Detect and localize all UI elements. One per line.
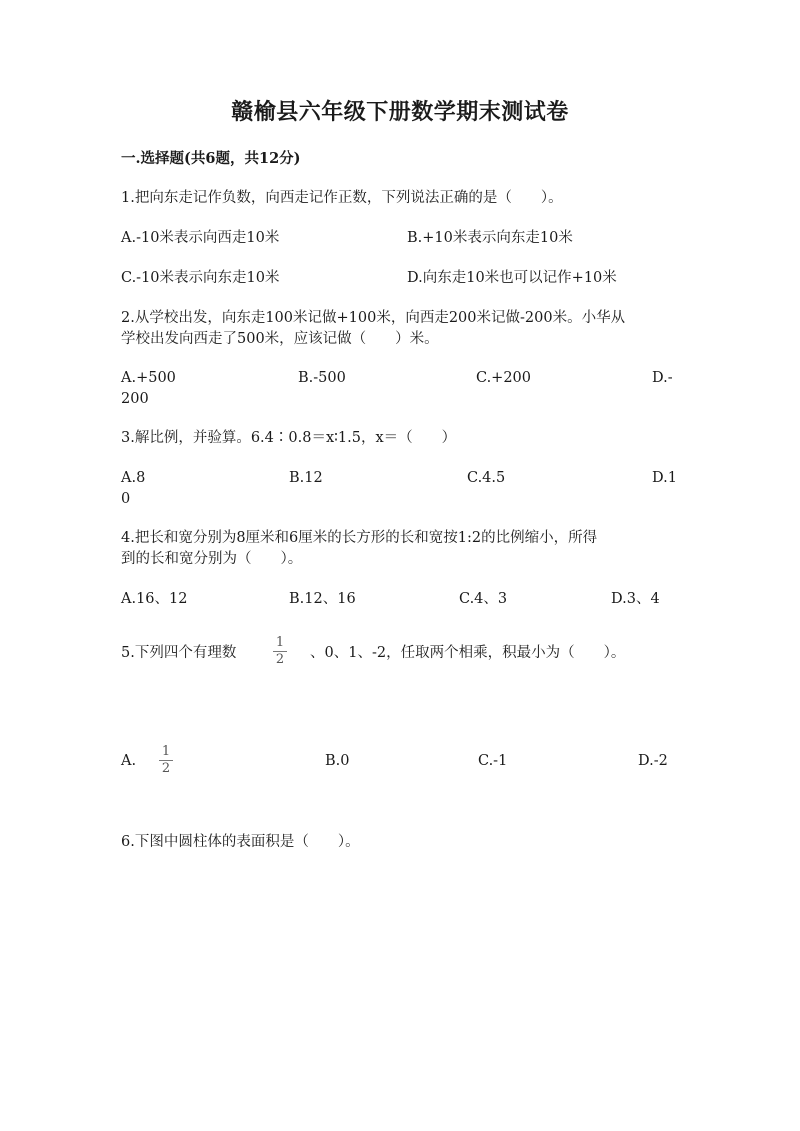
question-5-stem-suffix: 、0、1、-2，任取两个相乘，积最小为（ ）。 <box>310 645 626 661</box>
question-5-option-a-fraction <box>158 745 174 776</box>
question-5-option-c[interactable]: C.-1 <box>478 753 508 769</box>
question-1-option-b[interactable]: B.+10米表示向东走10米 <box>407 230 573 246</box>
question-2-stem-line1: 2.从学校出发，向东走100米记做+100米，向西走200米记做-200米。小华从 <box>121 310 626 326</box>
question-3-option-d-line1[interactable]: D.1 <box>652 470 677 486</box>
question-3-option-d-line2[interactable]: 0 <box>121 491 131 507</box>
question-3-stem: 3.解比例，并验算。6.4∶0.8＝x∶1.5，x＝（ ） <box>121 430 457 446</box>
question-2-option-a[interactable]: A.+500 <box>121 370 176 386</box>
question-4-option-b[interactable]: B.12、16 <box>289 591 356 607</box>
question-1-option-d[interactable]: D.向东走10米也可以记作+10米 <box>407 270 617 286</box>
question-5-option-b[interactable]: B.0 <box>325 753 350 769</box>
question-5-option-d[interactable]: D.-2 <box>638 753 668 769</box>
question-4-option-c[interactable]: C.4、3 <box>459 591 508 607</box>
question-5-stem-prefix: 5.下列四个有理数 <box>121 645 237 661</box>
question-1-option-a[interactable]: A.-10米表示向西走10米 <box>121 230 280 246</box>
question-1-option-c[interactable]: C.-10米表示向东走10米 <box>121 270 280 286</box>
question-4-stem-line2: 到的长和宽分别为（ ）。 <box>121 551 303 567</box>
question-1-stem: 1.把向东走记作负数，向西走记作正数，下列说法正确的是（ ）。 <box>121 190 563 206</box>
question-5-fraction <box>272 636 288 667</box>
fraction-numerator: 1 <box>161 744 171 759</box>
page-title: 赣榆县六年级下册数学期末测试卷 <box>231 99 569 125</box>
fraction-numerator: 1 <box>275 635 285 650</box>
question-4-stem-line1: 4.把长和宽分别为8厘米和6厘米的长方形的长和宽按1:2的比例缩小，所得 <box>121 530 598 546</box>
question-4-option-d[interactable]: D.3、4 <box>611 591 660 607</box>
question-2-option-d-line1[interactable]: D.- <box>652 370 673 386</box>
question-2-option-d-line2[interactable]: 200 <box>121 391 149 407</box>
question-3-option-b[interactable]: B.12 <box>289 470 323 486</box>
question-5-option-a[interactable]: A. <box>121 753 137 769</box>
question-4-option-a[interactable]: A.16、12 <box>121 591 188 607</box>
question-6-stem: 6.下图中圆柱体的表面积是（ ）。 <box>121 834 360 850</box>
question-2-stem-line2: 学校出发向西走了500米，应该记做（ ）米。 <box>121 331 439 347</box>
fraction-denominator: 2 <box>275 652 285 667</box>
question-2-option-c[interactable]: C.+200 <box>476 370 532 386</box>
question-3-option-c[interactable]: C.4.5 <box>467 470 506 486</box>
fraction-denominator: 2 <box>161 761 171 776</box>
section-heading: 一.选择题(共6题，共12分) <box>121 150 301 167</box>
question-2-option-b[interactable]: B.-500 <box>298 370 346 386</box>
question-3-option-a[interactable]: A.8 <box>121 470 146 486</box>
